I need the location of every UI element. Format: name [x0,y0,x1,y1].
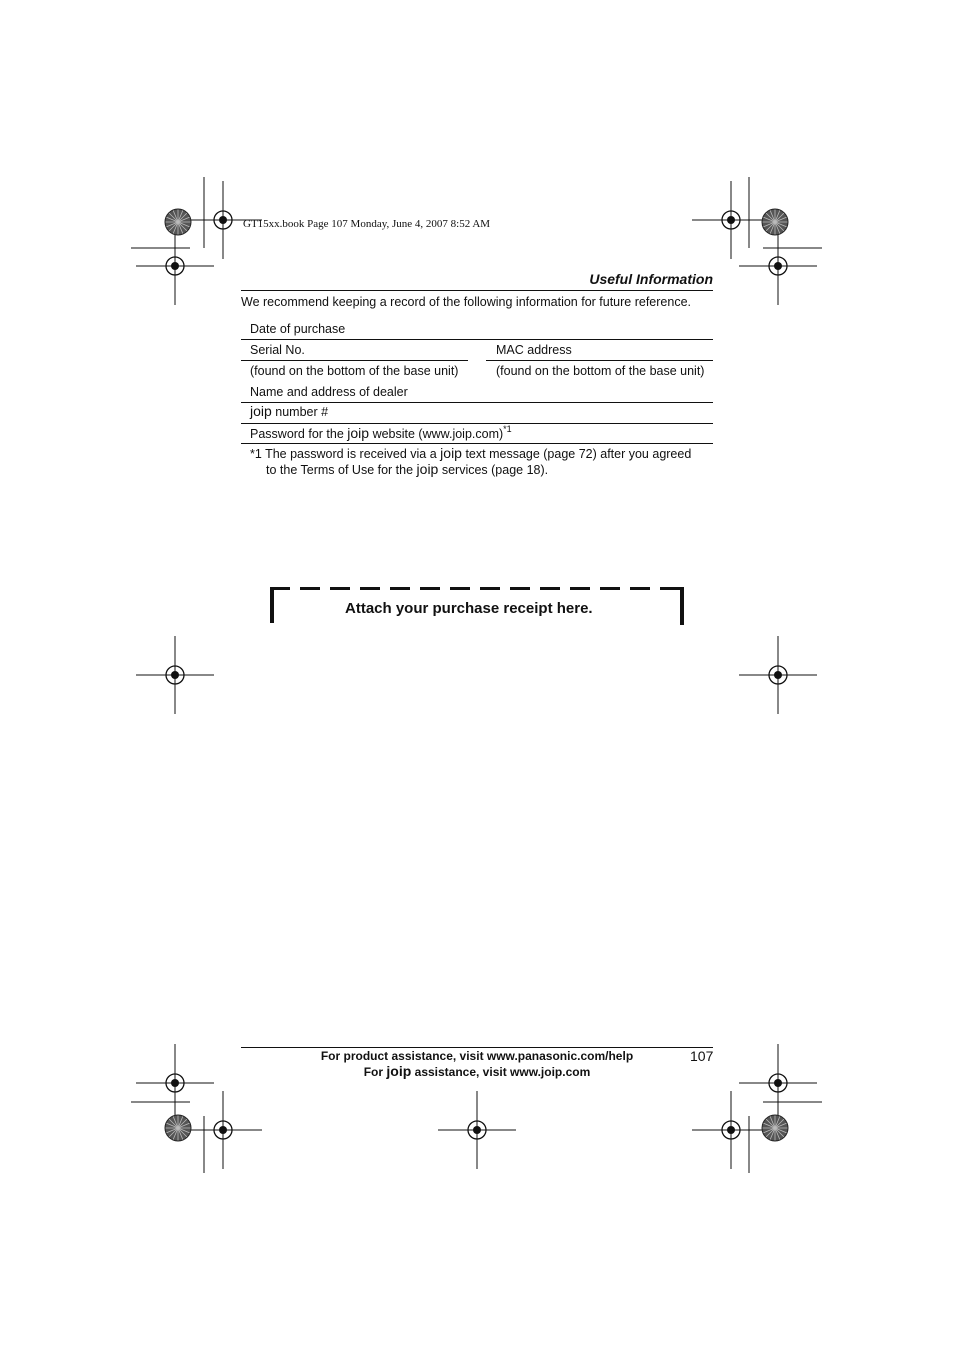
footnote-marker: *1 [250,447,262,461]
dealer-label: Name and address of dealer [250,385,408,399]
serial-note: (found on the bottom of the base unit) [250,364,459,378]
receipt-label: Attach your purchase receipt here. [345,600,593,617]
password-prefix: Password for the [250,427,344,441]
serial-no-label: Serial No. [250,343,305,357]
joip-brand: joip [440,445,462,461]
footnote-text: The password is received via a [265,447,437,461]
footer-rule [241,1047,713,1048]
header-rule [241,290,713,291]
registration-cross-icon [438,1091,516,1169]
row-rule [241,360,468,361]
joip-number-suffix: number # [275,405,329,419]
section-title: Useful Information [589,271,713,287]
receipt-box-edge [680,587,684,625]
row-rule [241,443,713,444]
registration-cross-icon [136,636,214,714]
footer-text: For [363,1065,384,1079]
registration-cross-icon [692,181,770,259]
page-number: 107 [690,1048,714,1064]
registration-cross-icon [739,227,817,305]
joip-brand: joip [347,425,370,441]
receipt-box-edge [270,587,274,623]
footer-line-2 [277,1063,677,1079]
registration-cross-icon [692,1091,770,1169]
footnote-ref: *1 [503,424,512,434]
footnote-text: services (page 18). [441,463,549,477]
joip-number-label [250,403,328,419]
footnote-line-2 [266,461,548,477]
joip-brand: joip [416,461,439,477]
date-of-purchase-label: Date of purchase [250,322,346,336]
footer-line-1: For product assistance, visit www.panasonic.com/help [320,1049,634,1063]
intro-text: We recommend keeping a record of the following information for future reference. [241,295,691,309]
row-rule [241,339,713,340]
footnote-text: text message (page 72) after you agreed [465,447,692,461]
starburst-icon [165,1115,191,1141]
print-info: GT15xx.book Page 107 Monday, June 4, 2007 8:52 AM [243,218,491,230]
joip-brand: joip [250,403,272,419]
footnote-text: to the Terms of Use for the [266,463,414,477]
receipt-box-edge [270,587,684,590]
registration-cross-icon [136,227,214,305]
footer-text: assistance, visit www.joip.com [414,1065,591,1079]
registration-cross-icon [184,1091,262,1169]
registration-cross-icon [136,1044,214,1122]
joip-brand: joip [386,1063,412,1079]
password-suffix: website (www.joip.com) [372,427,504,441]
mac-note: (found on the bottom of the base unit) [496,364,705,378]
registration-cross-icon [739,1044,817,1122]
row-rule [486,360,713,361]
starburst-icon [762,1115,788,1141]
mac-address-label: MAC address [496,343,572,357]
starburst-icon [165,209,191,235]
registration-cross-icon [739,636,817,714]
starburst-icon [762,209,788,235]
password-label [250,424,512,441]
footnote-line-1 [250,445,691,461]
